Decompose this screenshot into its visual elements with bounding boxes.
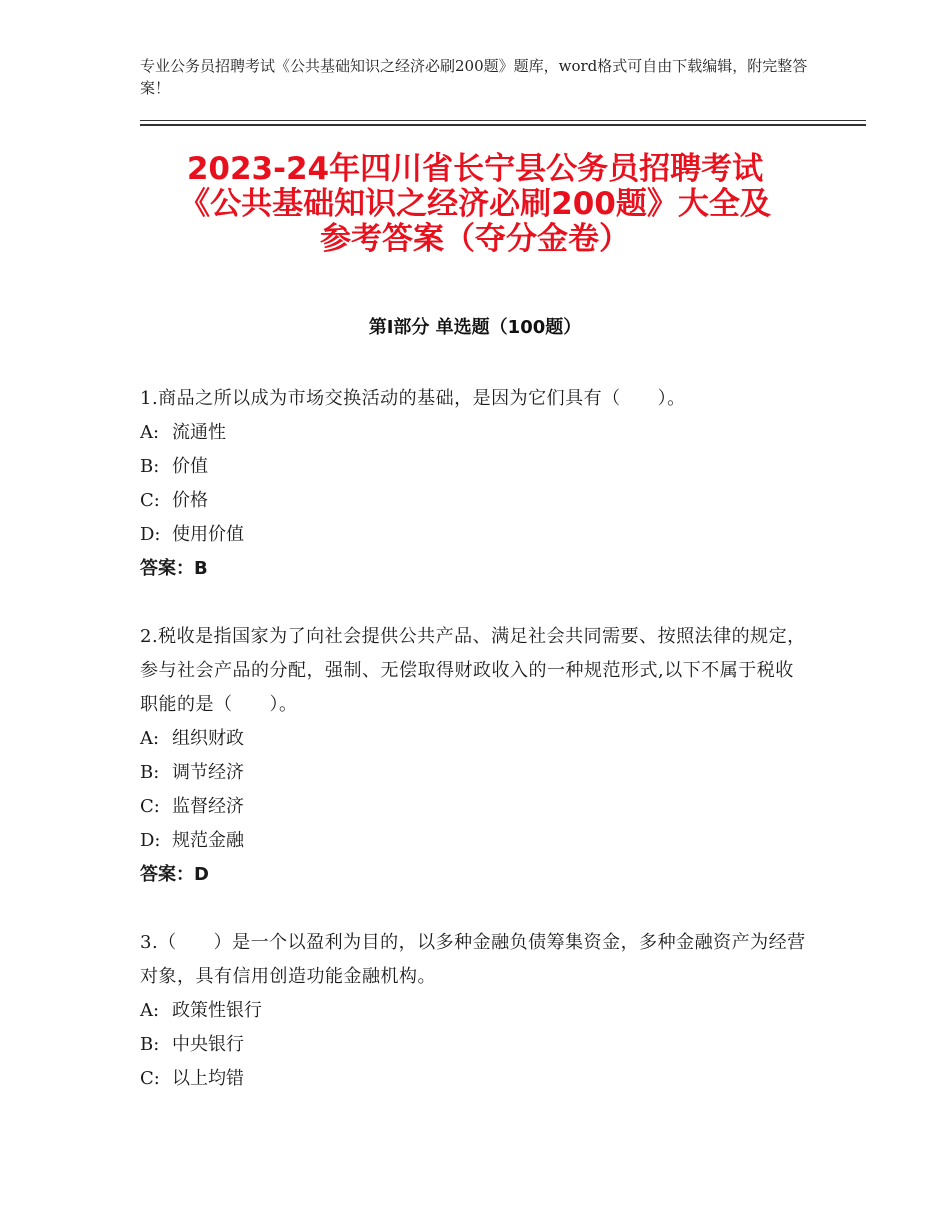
option-letter: C: — [140, 796, 160, 817]
option-d — [140, 824, 810, 858]
option-text: 使用价值 — [172, 524, 244, 545]
option-letter: A: — [140, 422, 160, 443]
answer-line: 答案：B — [140, 558, 208, 579]
header-divider-thin — [140, 120, 866, 121]
question-1 — [140, 382, 810, 586]
option-letter: B: — [140, 762, 160, 783]
question-3 — [140, 926, 810, 1096]
option-c — [140, 1062, 810, 1096]
option-letter: B: — [140, 1034, 160, 1055]
option-letter: B: — [140, 456, 160, 477]
option-b — [140, 756, 810, 790]
option-letter: D: — [140, 830, 161, 851]
document-title — [80, 152, 870, 257]
question-2 — [140, 620, 810, 892]
option-text: 以上均错 — [172, 1068, 244, 1089]
option-letter: A: — [140, 728, 160, 749]
page-header-note: 专业公务员招聘考试《公共基础知识之经济必刷200题》题库，word格式可自由下载编辑，附完整答案！ — [140, 57, 808, 97]
option-a — [140, 994, 810, 1028]
question-stem: 1.商品之所以成为市场交换活动的基础，是因为它们具有（ ）。 — [140, 388, 686, 409]
question-stem: 3.（ ）是一个以盈利为目的，以多种金融负债筹集资金，多种金融资产为经营对象，具有信用创造功能金融机构。 — [140, 932, 806, 987]
option-text: 监督经济 — [172, 796, 244, 817]
question-stem: 2.税收是指国家为了向社会提供公共产品、满足社会共同需要、按照法律的规定，参与社会产品的分配，强制、无偿取得财政收入的一种规范形式,以下不属于税收职能的是（ ）。 — [140, 626, 806, 715]
answer-line: 答案：D — [140, 864, 209, 885]
header-divider-thick — [140, 124, 866, 126]
option-b — [140, 1028, 810, 1062]
option-text: 价格 — [172, 490, 208, 511]
option-letter: D: — [140, 524, 161, 545]
option-text: 中央银行 — [172, 1034, 244, 1055]
option-text: 流通性 — [172, 422, 226, 443]
title-line-3: 参考答案（夺分金卷） — [320, 221, 630, 257]
option-c — [140, 484, 810, 518]
option-d — [140, 518, 810, 552]
title-line-1: 2023-24年四川省长宁县公务员招聘考试 — [186, 151, 764, 187]
title-line-2: 《公共基础知识之经济必刷200题》大全及 — [179, 186, 771, 222]
option-letter: C: — [140, 1068, 160, 1089]
option-c — [140, 790, 810, 824]
option-text: 组织财政 — [172, 728, 244, 749]
option-letter: C: — [140, 490, 160, 511]
option-b — [140, 450, 810, 484]
option-text: 政策性银行 — [172, 1000, 262, 1021]
question-list — [140, 382, 810, 1130]
option-text: 调节经济 — [172, 762, 244, 783]
section-heading: 第Ⅰ部分 单选题（100题） — [368, 317, 582, 338]
option-a — [140, 722, 810, 756]
option-letter: A: — [140, 1000, 160, 1021]
option-a — [140, 416, 810, 450]
option-text: 价值 — [172, 456, 208, 477]
option-text: 规范金融 — [172, 830, 244, 851]
